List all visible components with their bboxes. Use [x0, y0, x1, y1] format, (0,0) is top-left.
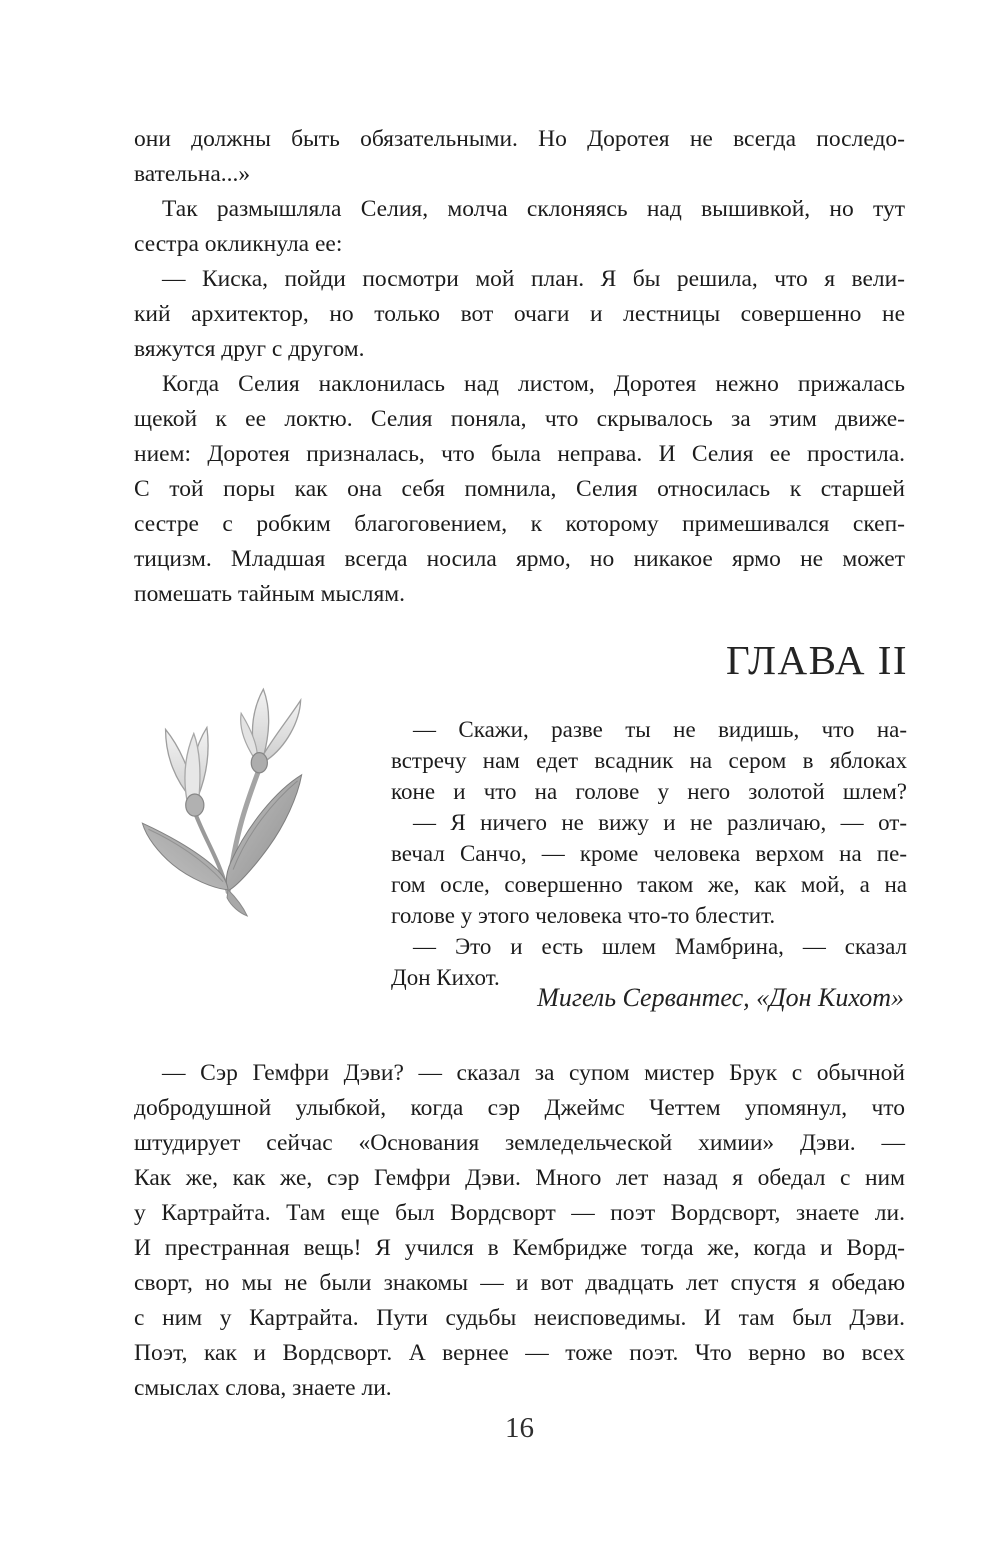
text-line: смыслах слова, знаете ли. [134, 1375, 392, 1401]
text-line: Как же, как же, сэр Гемфри Дэви. Много лет назад я обедал с ним [134, 1165, 905, 1191]
body-text-top [134, 122, 905, 612]
text-line: помешать тайным мыслям. [134, 581, 406, 607]
epigraph-line: — Скажи, разве ты не видишь, что на- [413, 717, 907, 742]
text-line: Когда Селия наклонилась над листом, Доротея нежно прижалась [162, 371, 905, 397]
text-line: вяжутся друг с другом. [134, 336, 365, 362]
text-line: Так размышляла Селия, молча склоняясь над вышивкой, но тут [162, 196, 905, 222]
flower-sketch-svg [134, 670, 306, 922]
text-line: сестра окликнула ее: [134, 231, 343, 257]
text-line: щекой к ее локтю. Селия поняла, что скрывалось за этим движе- [134, 406, 905, 432]
epigraph-line: встречу нам едет всадник на сером в яблоках [391, 748, 907, 773]
text-line: они должны быть обязательными. Но Доротея не всегда последо- [134, 126, 905, 152]
text-line: — Киска, пойди посмотри мой план. Я бы решила, что я вели- [162, 266, 905, 292]
text-line: тицизм. Младшая всегда носила ярмо, но никакое ярмо не может [134, 546, 905, 572]
text-line: Поэт, как и Вордсворт. А вернее — тоже поэт. Что верно во всех [134, 1340, 905, 1366]
epigraph-attribution: Мигель Сервантес, «Дон Кихот» [537, 983, 904, 1012]
flower-illustration [134, 670, 306, 922]
epigraph-line: — Я ничего не вижу и не различаю, — от- [413, 810, 907, 835]
text-line: вательна...» [134, 161, 251, 187]
text-line: сворт, но мы не были знакомы — и вот двадцать лет спустя я обедаю [134, 1270, 905, 1296]
text-line: с ним у Картрайта. Пути судьбы неисповедимы. И там был Дэви. [134, 1305, 905, 1331]
text-line: С той поры как она себя помнила, Селия относилась к старшей [134, 476, 905, 502]
text-line: — Сэр Гемфри Дэви? — сказал за супом мистер Брук с обычной [162, 1060, 905, 1086]
text-line: у Картрайта. Там еще был Вордсворт — поэт Вордсворт, знаете ли. [134, 1200, 905, 1226]
epigraph [391, 714, 907, 993]
page-number: 16 [505, 1412, 534, 1444]
text-line: добродушной улыбкой, когда сэр Джеймс Четтем упомянул, что [134, 1095, 905, 1121]
epigraph-line: гом осле, совершенно таком же, как мой, а на [391, 872, 907, 897]
body-text-bottom [134, 1056, 905, 1406]
text-line: нием: Доротея призналась, что была неправа. И Селия ее простила. [134, 441, 905, 467]
epigraph-line: вечал Санчо, — кроме человека верхом на пе- [391, 841, 907, 866]
epigraph-line: голове у этого человека что-то блестит. [391, 903, 776, 928]
epigraph-line: — Это и есть шлем Мамбрина, — сказал [413, 934, 907, 959]
epigraph-line: коне и что на голове у него золотой шлем? [391, 779, 907, 804]
epigraph-line: Дон Кихот. [391, 965, 500, 990]
text-line: И престранная вещь! Я учился в Кембридже тогда же, когда и Ворд- [134, 1235, 905, 1261]
chapter-heading: ГЛАВА II [726, 637, 908, 683]
text-line: штудирует сейчас «Основания земледельческой химии» Дэви. — [134, 1130, 905, 1156]
text-line: кий архитектор, но только вот очаги и лестницы совершенно не [134, 301, 905, 327]
text-line: сестре с робким благоговением, к которому примешивался скеп- [134, 511, 905, 537]
